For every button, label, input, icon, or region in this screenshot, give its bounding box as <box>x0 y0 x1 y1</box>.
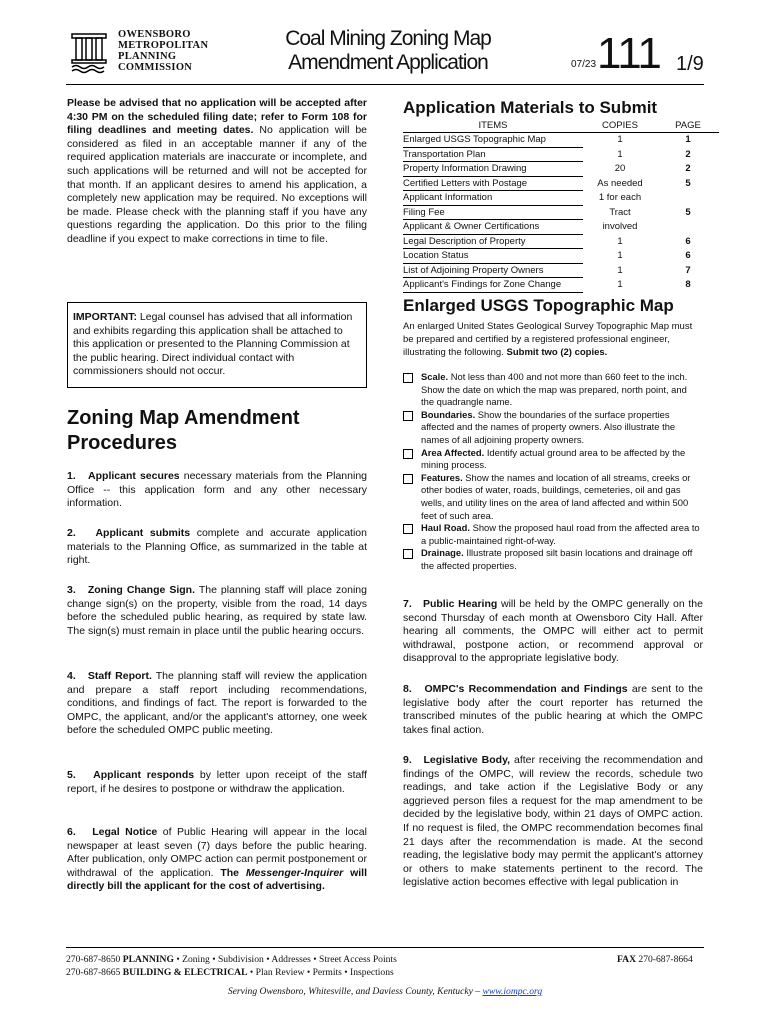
step-number: 4. <box>67 670 76 682</box>
item-cell: Filing Fee <box>403 205 583 220</box>
fax-info <box>617 953 693 966</box>
bullet-title: Boundaries. <box>421 408 476 420</box>
revision-date: 07/23 <box>571 59 597 70</box>
intro-paragraph <box>67 97 367 247</box>
step-title: Legislative Body, <box>423 754 511 766</box>
bullet-text: Show the boundaries of the surface properties affected and the names of property owners. Also illustrate the names of all adjoining property owners. <box>421 408 676 445</box>
table-row <box>403 176 719 191</box>
step-number: 1. <box>67 470 76 482</box>
header-rule <box>66 84 704 85</box>
step-title: Applicant submits <box>95 527 191 539</box>
step-title: Zoning Change Sign. <box>87 584 195 596</box>
item-cell: Applicant & Owner Certifications <box>403 220 583 235</box>
copies-cell: 1 <box>617 250 623 261</box>
copies-cell: As needed <box>597 177 643 189</box>
copies-cell: 20 <box>614 163 626 174</box>
page-cell: 7 <box>685 264 691 276</box>
table-row <box>403 278 719 293</box>
bullet-text: Show the proposed haul road from the affected area to a public-maintained right-of-way. <box>421 522 700 546</box>
copies-cell: 1 <box>617 264 623 276</box>
step-text: The planning staff will review the application and prepare a staff report including recommendations, conditions, and findings of fact. The report is forwarded to the OMPC, the applicant, and/or the applicant's attorney, one week before the scheduled OMPC public meeting. <box>67 670 367 737</box>
table-row <box>403 263 719 278</box>
procedure-step <box>67 670 367 738</box>
step-text: complete and accurate application materials to the Planning Office, as summarized in the table at right. <box>67 527 367 567</box>
materials-heading: Application Materials to Submit <box>403 98 658 117</box>
procedure-step <box>67 826 367 894</box>
building-phone: 270-687-8665 <box>66 967 121 978</box>
page-number: 1/9 <box>676 53 704 75</box>
page-cell: 6 <box>685 250 691 261</box>
usgs-copies-note: Submit two (2) copies. <box>506 347 608 358</box>
checkbox-icon <box>403 411 413 421</box>
procedure-step <box>67 470 367 511</box>
page-cell: 1 <box>685 134 691 146</box>
org-line: OWENSBORO <box>118 29 191 40</box>
step-title: OMPC's Recommendation and Findings <box>424 683 628 695</box>
copies-cell: 1 for each <box>598 192 642 203</box>
copies-cell: 1 <box>617 279 623 290</box>
checkbox-icon <box>403 524 413 534</box>
step-number: 9. <box>403 754 412 766</box>
item-cell: Applicant's Findings for Zone Change <box>403 278 583 293</box>
usgs-intro-text: An enlarged United States Geological Survey Topographic Map must be prepared and certified by a registered professional engineer, illustrating the following. <box>403 321 693 358</box>
procedure-step <box>67 584 367 638</box>
list-item <box>403 472 701 522</box>
bullet-title: Features. <box>421 471 463 483</box>
list-item <box>403 409 701 447</box>
item-cell: Enlarged USGS Topographic Map <box>403 133 583 148</box>
fax-number: 270-687-8664 <box>636 954 693 965</box>
step-number: 5. <box>67 769 76 781</box>
intro-bold-text: Please be advised that no application will be accepted after 4:30 PM on the scheduled filing date; refer to Form 108 for filing deadlines and meeting dates. <box>67 97 367 137</box>
org-line: COMMISSION <box>118 62 193 73</box>
checkbox-icon <box>403 549 413 559</box>
newspaper-name: Messenger-Inquirer <box>245 866 344 879</box>
fax-label: FAX <box>617 954 637 965</box>
org-name <box>118 29 208 73</box>
table-row <box>403 162 719 177</box>
page-cell: 6 <box>685 235 691 247</box>
page-cell: 5 <box>685 177 691 189</box>
procedures-heading <box>67 406 367 456</box>
building-dept: BUILDING & ELECTRICAL <box>122 967 248 978</box>
building-services: • Plan Review • Permits • Inspections <box>247 967 394 978</box>
list-item <box>403 371 701 409</box>
bullet-title: Drainage. <box>421 547 464 559</box>
step-number: 3. <box>67 584 76 596</box>
important-notice <box>67 302 367 388</box>
col-items-header: ITEMS <box>403 119 583 133</box>
procedures-heading-line-1: Zoning Map Amendment <box>67 407 300 429</box>
form-number: 111 <box>597 29 661 78</box>
service-area-text: Serving Owensboro, Whitesville, and Daviess County, Kentucky – <box>227 986 483 997</box>
copies-cell: 1 <box>617 134 623 146</box>
usgs-intro <box>403 320 699 359</box>
footer-line-2 <box>66 966 394 979</box>
item-cell: Transportation Plan <box>403 147 583 162</box>
page-cell: 5 <box>685 206 691 218</box>
materials-table <box>403 119 719 293</box>
table-row <box>403 133 719 148</box>
item-cell: Location Status <box>403 249 583 264</box>
important-label: IMPORTANT: <box>73 311 137 323</box>
list-item <box>403 547 701 572</box>
service-area <box>0 985 770 998</box>
step-number: 8. <box>403 683 412 695</box>
table-header-row <box>403 119 719 133</box>
table-row <box>403 191 719 206</box>
bullet-text: Illustrate proposed silt basin locations and drainage off the affected properties. <box>421 547 693 571</box>
step-text: are sent to the legislative body after the court reporter has returned the transcribed minutes of the public hearing at which the OMPC takes final action. <box>403 683 703 736</box>
copies-cell: involved <box>602 221 638 232</box>
form-title <box>258 27 518 75</box>
step-text: of Public Hearing will appear in the local newspaper at least seven (7) days before the public hearing. After publication, only OMPC action can permit postponement or withdrawal of the application. <box>67 826 367 879</box>
table-row <box>403 234 719 249</box>
page-cell: 8 <box>685 279 691 290</box>
bullet-text: Not less than 400 and not more than 660 feet to the inch. Show the date on which the map was prepared, north point, and the quadrangle name. <box>421 371 688 408</box>
step-text: necessary materials from the Planning Office -- this application form and any other necessary information. <box>67 470 367 510</box>
planning-phone: 270-687-8650 <box>66 954 121 965</box>
item-cell: Legal Description of Property <box>403 234 583 249</box>
procedures-heading-line-2: Procedures <box>67 432 178 454</box>
item-cell: Certified Letters with Postage <box>403 176 583 191</box>
footer-rule <box>66 947 704 948</box>
page-cell: 2 <box>685 148 691 160</box>
intro-text: No application will be considered as filed in an acceptable manner if any of the required application materials are inaccurate or incomplete, and such applications will be returned and will not be accepted for that month. If an applicant desires to amend his application, a completely new application may be required. No exceptions will be made. Please check with the planning staff if you have any questions regarding the application. Do this prior to the filing deadline if you expect to make corrections in time to file. <box>67 124 367 245</box>
website-link[interactable]: www.iompc.org <box>482 986 543 997</box>
step-text: will be held by the OMPC generally on the second Thursday of each month at Owensboro City Hall. After hearing all comments, the OMPC will either act to permit withdrawal, postpone action, or recommend approval or disapproval to the appropriate legislative body. <box>403 598 703 665</box>
checkbox-icon <box>403 474 413 484</box>
bullet-title: Scale. <box>421 371 449 382</box>
col-copies-header: COPIES <box>583 119 657 133</box>
checkbox-icon <box>403 373 413 383</box>
list-item <box>403 522 701 547</box>
org-line: METROPOLITAN <box>118 40 209 51</box>
item-cell: Property Information Drawing <box>403 162 583 177</box>
table-row <box>403 147 719 162</box>
billing-note-end: will directly bill the applicant for the cost of advertising. <box>67 866 367 893</box>
step-title: Applicant responds <box>93 769 195 781</box>
planning-dept: PLANNING <box>122 954 174 965</box>
step-number: 7. <box>403 598 412 610</box>
procedure-step <box>403 754 703 890</box>
procedure-step <box>67 769 367 796</box>
title-line-2: Amendment Application <box>288 51 488 74</box>
footer-line-1 <box>66 953 397 966</box>
step-title: Legal Notice <box>92 826 158 838</box>
checkbox-icon <box>403 449 413 459</box>
step-number: 2. <box>67 527 76 539</box>
step-title: Applicant secures <box>88 470 180 482</box>
step-number: 6. <box>67 826 76 838</box>
step-title: Public Hearing <box>422 598 498 610</box>
planning-services: • Zoning • Subdivision • Addresses • Street Access Points <box>173 954 397 965</box>
org-line: PLANNING <box>118 51 177 62</box>
step-text: after receiving the recommendation and findings of the OMPC, will review the records, schedule two readings, and take action if the Legislative Body or any aggrieved person files a request for the map amendment to be decided by the legislative body, within 21 days of OMPC action. If no request is filed, the OMPC recommendation becomes final 21 days after the recommendation is made. At the second reading, the legislative body may permit the applicant's attorney or others to make statements pertinent to the record. The legislative action becomes effective with legal publication in <box>403 754 703 889</box>
col-page-header: PAGE <box>657 119 719 133</box>
title-line-1: Coal Mining Zoning Map <box>285 27 491 50</box>
step-title: Staff Report. <box>87 670 152 682</box>
table-row <box>403 249 719 264</box>
list-item <box>403 447 701 472</box>
bullet-title: Haul Road. <box>421 522 470 534</box>
bullet-text: Show the names and location of all streams, creeks or other bodies of water, roads, buildings, cemeteries, oil and gas wells, and utility lines on the area of land affected and within 500 feet of such area. <box>421 471 691 521</box>
procedure-step <box>403 683 703 737</box>
bullet-text: Identify actual ground area to be affected by the mining process. <box>421 446 686 471</box>
important-text: Legal counsel has advised that all information and exhibits regarding this application shall be attached to this application or presented to the Planning Commission at the public hearing. Direct individual contact with commissioners should not occur. <box>73 311 353 378</box>
copies-cell: 1 <box>617 235 623 247</box>
step-text: The planning staff will place zoning change sign(s) on the property, visible from the road, 14 days before the scheduled public hearing, as required by state law. The sign(s) must remain in place until the public hearing occurs. <box>67 584 367 637</box>
item-cell: Applicant Information <box>403 191 583 206</box>
bullet-title: Area Affected. <box>421 446 485 458</box>
step-text: by letter upon receipt of the staff report, if he desires to postpone or withdraw the application. <box>67 769 367 795</box>
copies-cell: Tract <box>609 206 631 218</box>
ompc-logo-icon <box>70 28 110 74</box>
copies-cell: 1 <box>617 148 623 160</box>
billing-note: The <box>220 866 246 879</box>
usgs-heading: Enlarged USGS Topographic Map <box>403 296 674 315</box>
item-cell: List of Adjoining Property Owners <box>403 263 583 278</box>
page-cell: 2 <box>685 163 691 174</box>
procedure-step <box>67 527 367 568</box>
procedure-step <box>403 598 703 666</box>
usgs-requirements-list <box>403 371 701 573</box>
